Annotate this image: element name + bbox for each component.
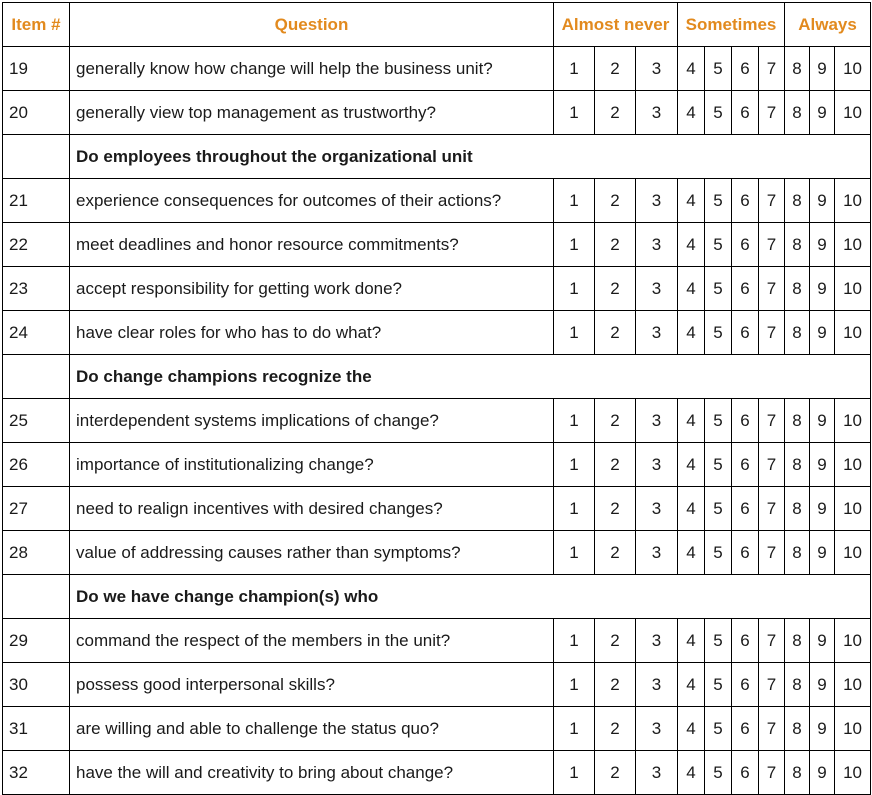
item-number: 20 [3,91,70,135]
section-row [3,355,871,399]
section-heading: Do employees throughout the organizational unit [70,135,871,179]
rating-option-1[interactable]: 1 [554,91,595,135]
rating-option-3[interactable]: 3 [636,267,678,311]
table-row [3,443,871,487]
rating-option-1[interactable]: 1 [554,47,595,91]
rating-option-4[interactable]: 4 [678,91,705,135]
rating-option-8[interactable]: 8 [785,179,810,223]
section-blank-cell [3,135,70,179]
rating-option-8[interactable]: 8 [785,751,810,795]
rating-option-3[interactable]: 3 [636,663,678,707]
header-almost-never: Almost never [554,3,678,47]
rating-option-10[interactable]: 10 [835,91,871,135]
rating-option-6[interactable]: 6 [732,399,759,443]
table-row [3,47,871,91]
rating-option-1[interactable]: 1 [554,531,595,575]
rating-option-3[interactable]: 3 [636,47,678,91]
rating-option-7[interactable]: 7 [759,487,785,531]
rating-option-1[interactable]: 1 [554,487,595,531]
rating-option-2[interactable]: 2 [595,707,636,751]
rating-option-9[interactable]: 9 [810,443,835,487]
rating-option-1[interactable]: 1 [554,619,595,663]
rating-option-10[interactable]: 10 [835,223,871,267]
rating-option-3[interactable]: 3 [636,443,678,487]
rating-option-5[interactable]: 5 [705,531,732,575]
rating-option-8[interactable]: 8 [785,91,810,135]
section-row [3,575,871,619]
question-text: command the respect of the members in the unit? [70,619,554,663]
section-heading: Do change champions recognize the [70,355,871,399]
rating-option-8[interactable]: 8 [785,531,810,575]
rating-option-4[interactable]: 4 [678,619,705,663]
rating-option-1[interactable]: 1 [554,399,595,443]
table-row [3,91,871,135]
table-row [3,267,871,311]
rating-option-9[interactable]: 9 [810,179,835,223]
rating-option-1[interactable]: 1 [554,267,595,311]
rating-option-5[interactable]: 5 [705,443,732,487]
rating-option-6[interactable]: 6 [732,751,759,795]
rating-option-6[interactable]: 6 [732,179,759,223]
survey-table [2,2,871,795]
rating-option-2[interactable]: 2 [595,267,636,311]
rating-option-8[interactable]: 8 [785,399,810,443]
section-heading: Do we have change champion(s) who [70,575,871,619]
header-item-number: Item # [3,3,70,47]
rating-option-3[interactable]: 3 [636,487,678,531]
rating-option-2[interactable]: 2 [595,311,636,355]
rating-option-1[interactable]: 1 [554,179,595,223]
table-row [3,663,871,707]
header-always: Always [785,3,871,47]
rating-option-9[interactable]: 9 [810,531,835,575]
rating-option-4[interactable]: 4 [678,179,705,223]
rating-option-10[interactable]: 10 [835,619,871,663]
rating-option-10[interactable]: 10 [835,311,871,355]
rating-option-8[interactable]: 8 [785,223,810,267]
item-number: 24 [3,311,70,355]
rating-option-6[interactable]: 6 [732,663,759,707]
rating-option-7[interactable]: 7 [759,47,785,91]
rating-option-10[interactable]: 10 [835,751,871,795]
rating-option-3[interactable]: 3 [636,619,678,663]
rating-option-4[interactable]: 4 [678,751,705,795]
rating-option-8[interactable]: 8 [785,267,810,311]
rating-option-8[interactable]: 8 [785,707,810,751]
rating-option-2[interactable]: 2 [595,619,636,663]
item-number: 28 [3,531,70,575]
item-number: 23 [3,267,70,311]
rating-option-6[interactable]: 6 [732,707,759,751]
rating-option-6[interactable]: 6 [732,531,759,575]
question-text: meet deadlines and honor resource commitments? [70,223,554,267]
rating-option-3[interactable]: 3 [636,751,678,795]
rating-option-7[interactable]: 7 [759,751,785,795]
header-sometimes: Sometimes [678,3,785,47]
rating-option-4[interactable]: 4 [678,47,705,91]
rating-option-2[interactable]: 2 [595,487,636,531]
rating-option-6[interactable]: 6 [732,91,759,135]
rating-option-2[interactable]: 2 [595,47,636,91]
rating-option-4[interactable]: 4 [678,531,705,575]
rating-option-4[interactable]: 4 [678,487,705,531]
rating-option-9[interactable]: 9 [810,751,835,795]
rating-option-7[interactable]: 7 [759,311,785,355]
rating-option-7[interactable]: 7 [759,179,785,223]
rating-option-8[interactable]: 8 [785,47,810,91]
rating-option-5[interactable]: 5 [705,707,732,751]
rating-option-4[interactable]: 4 [678,311,705,355]
rating-option-1[interactable]: 1 [554,707,595,751]
rating-option-5[interactable]: 5 [705,663,732,707]
rating-option-3[interactable]: 3 [636,179,678,223]
rating-option-10[interactable]: 10 [835,443,871,487]
rating-option-10[interactable]: 10 [835,531,871,575]
rating-option-4[interactable]: 4 [678,223,705,267]
rating-option-6[interactable]: 6 [732,223,759,267]
rating-option-7[interactable]: 7 [759,91,785,135]
rating-option-10[interactable]: 10 [835,399,871,443]
table-row [3,487,871,531]
rating-option-9[interactable]: 9 [810,91,835,135]
rating-option-5[interactable]: 5 [705,311,732,355]
item-number: 32 [3,751,70,795]
rating-option-10[interactable]: 10 [835,663,871,707]
rating-option-7[interactable]: 7 [759,443,785,487]
rating-option-1[interactable]: 1 [554,311,595,355]
header-question: Question [70,3,554,47]
rating-option-10[interactable]: 10 [835,179,871,223]
item-number: 21 [3,179,70,223]
rating-option-1[interactable]: 1 [554,663,595,707]
table-row [3,619,871,663]
item-number: 19 [3,47,70,91]
survey-body [3,47,871,795]
table-row [3,179,871,223]
rating-option-5[interactable]: 5 [705,619,732,663]
rating-option-10[interactable]: 10 [835,707,871,751]
rating-option-1[interactable]: 1 [554,751,595,795]
rating-option-3[interactable]: 3 [636,223,678,267]
rating-option-3[interactable]: 3 [636,531,678,575]
rating-option-2[interactable]: 2 [595,531,636,575]
rating-option-1[interactable]: 1 [554,223,595,267]
question-text: interdependent systems implications of change? [70,399,554,443]
rating-option-8[interactable]: 8 [785,487,810,531]
section-blank-cell [3,355,70,399]
rating-option-6[interactable]: 6 [732,443,759,487]
rating-option-4[interactable]: 4 [678,707,705,751]
rating-option-7[interactable]: 7 [759,619,785,663]
rating-option-9[interactable]: 9 [810,47,835,91]
question-text: generally view top management as trustworthy? [70,91,554,135]
rating-option-2[interactable]: 2 [595,91,636,135]
rating-option-8[interactable]: 8 [785,311,810,355]
rating-option-9[interactable]: 9 [810,663,835,707]
question-text: possess good interpersonal skills? [70,663,554,707]
item-number: 26 [3,443,70,487]
table-row [3,311,871,355]
rating-option-9[interactable]: 9 [810,707,835,751]
rating-option-7[interactable]: 7 [759,399,785,443]
rating-option-2[interactable]: 2 [595,663,636,707]
question-text: have clear roles for who has to do what? [70,311,554,355]
item-number: 27 [3,487,70,531]
rating-option-5[interactable]: 5 [705,47,732,91]
rating-option-10[interactable]: 10 [835,487,871,531]
rating-option-3[interactable]: 3 [636,707,678,751]
header-row [3,3,871,47]
table-row [3,531,871,575]
rating-option-3[interactable]: 3 [636,311,678,355]
rating-option-8[interactable]: 8 [785,443,810,487]
rating-option-4[interactable]: 4 [678,267,705,311]
rating-option-5[interactable]: 5 [705,91,732,135]
question-text: generally know how change will help the business unit? [70,47,554,91]
question-text: need to realign incentives with desired changes? [70,487,554,531]
rating-option-7[interactable]: 7 [759,531,785,575]
item-number: 29 [3,619,70,663]
rating-option-5[interactable]: 5 [705,267,732,311]
item-number: 22 [3,223,70,267]
rating-option-9[interactable]: 9 [810,311,835,355]
rating-option-7[interactable]: 7 [759,663,785,707]
rating-option-9[interactable]: 9 [810,619,835,663]
table-row [3,223,871,267]
rating-option-7[interactable]: 7 [759,267,785,311]
question-text: are willing and able to challenge the status quo? [70,707,554,751]
question-text: have the will and creativity to bring about change? [70,751,554,795]
table-row [3,399,871,443]
rating-option-5[interactable]: 5 [705,751,732,795]
item-number: 30 [3,663,70,707]
rating-option-10[interactable]: 10 [835,47,871,91]
rating-option-8[interactable]: 8 [785,619,810,663]
rating-option-2[interactable]: 2 [595,399,636,443]
rating-option-9[interactable]: 9 [810,267,835,311]
rating-option-7[interactable]: 7 [759,223,785,267]
rating-option-6[interactable]: 6 [732,619,759,663]
question-text: value of addressing causes rather than symptoms? [70,531,554,575]
question-text: experience consequences for outcomes of their actions? [70,179,554,223]
question-text: accept responsibility for getting work done? [70,267,554,311]
rating-option-5[interactable]: 5 [705,399,732,443]
rating-option-9[interactable]: 9 [810,223,835,267]
rating-option-2[interactable]: 2 [595,751,636,795]
rating-option-4[interactable]: 4 [678,663,705,707]
rating-option-6[interactable]: 6 [732,267,759,311]
rating-option-9[interactable]: 9 [810,487,835,531]
question-text: importance of institutionalizing change? [70,443,554,487]
rating-option-5[interactable]: 5 [705,223,732,267]
item-number: 31 [3,707,70,751]
rating-option-5[interactable]: 5 [705,487,732,531]
item-number: 25 [3,399,70,443]
section-row [3,135,871,179]
rating-option-6[interactable]: 6 [732,487,759,531]
rating-option-8[interactable]: 8 [785,663,810,707]
rating-option-4[interactable]: 4 [678,399,705,443]
rating-option-9[interactable]: 9 [810,399,835,443]
rating-option-7[interactable]: 7 [759,707,785,751]
rating-option-5[interactable]: 5 [705,179,732,223]
table-row [3,751,871,795]
section-blank-cell [3,575,70,619]
rating-option-3[interactable]: 3 [636,91,678,135]
rating-option-1[interactable]: 1 [554,443,595,487]
rating-option-6[interactable]: 6 [732,47,759,91]
rating-option-2[interactable]: 2 [595,223,636,267]
rating-option-2[interactable]: 2 [595,443,636,487]
table-row [3,707,871,751]
rating-option-6[interactable]: 6 [732,311,759,355]
rating-option-4[interactable]: 4 [678,443,705,487]
rating-option-2[interactable]: 2 [595,179,636,223]
rating-option-10[interactable]: 10 [835,267,871,311]
rating-option-3[interactable]: 3 [636,399,678,443]
